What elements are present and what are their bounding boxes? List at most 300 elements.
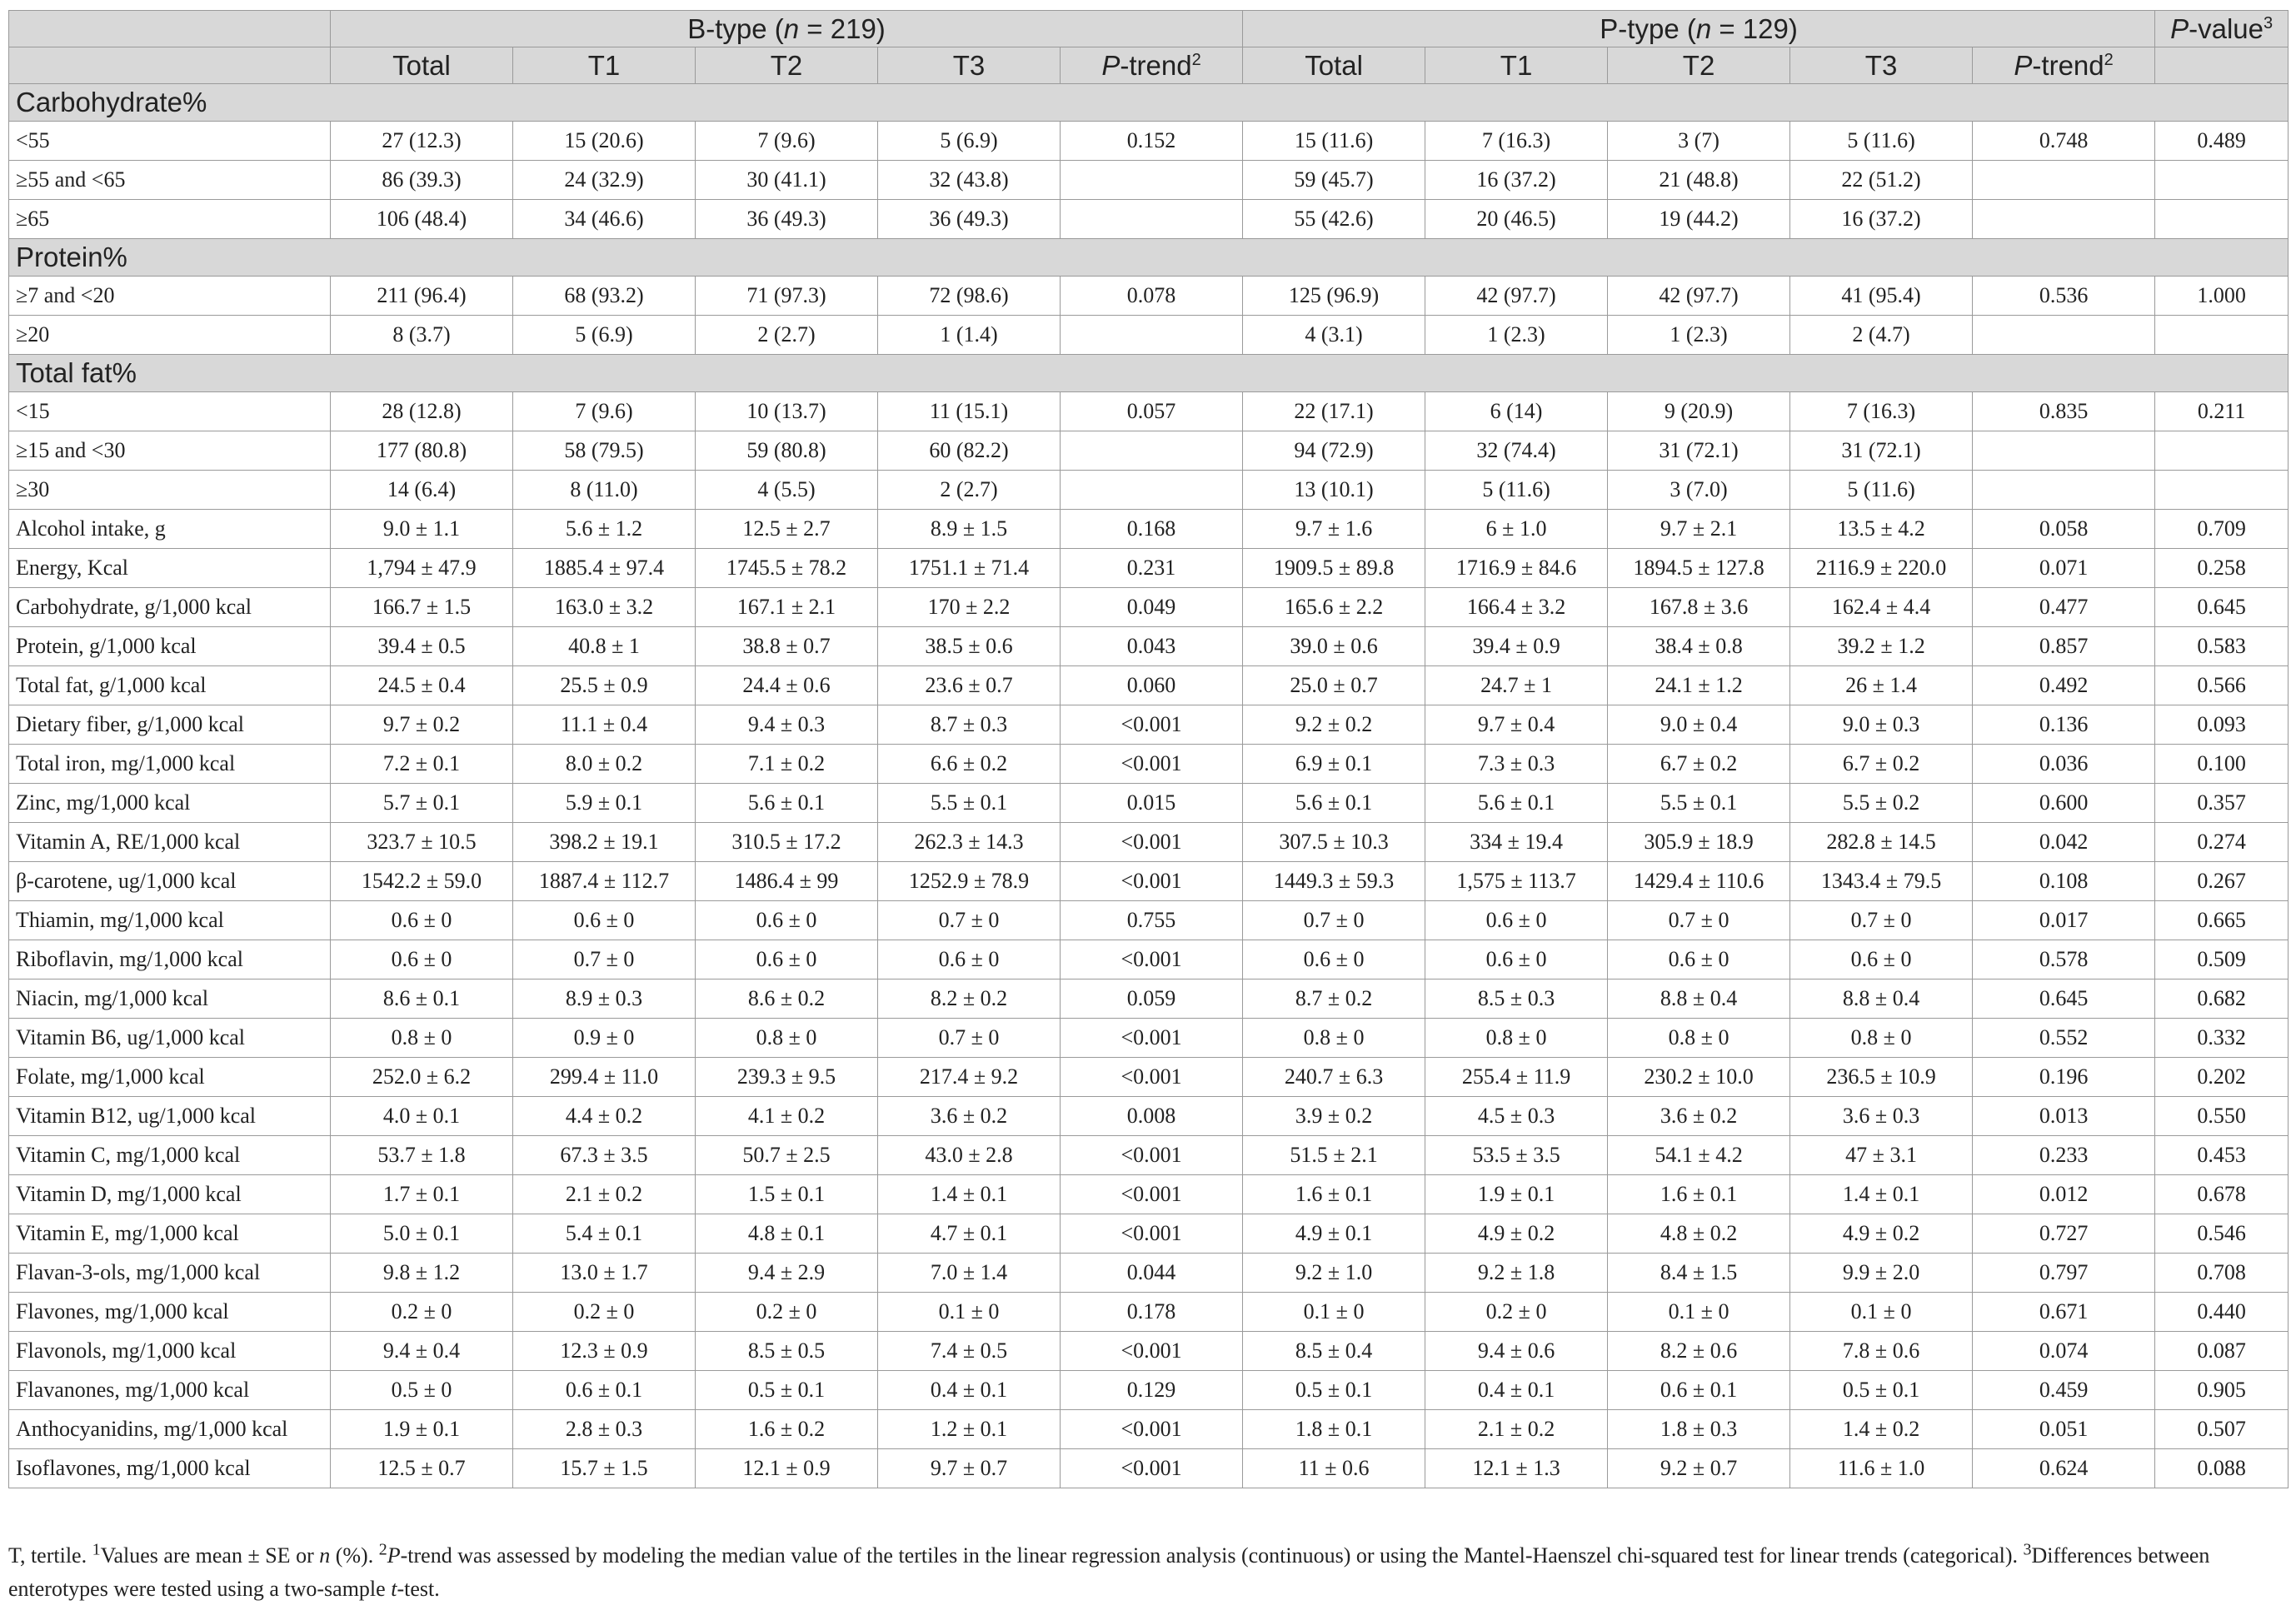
table-cell: 51.5 ± 2.1	[1243, 1136, 1425, 1175]
table-cell	[2155, 471, 2289, 510]
table-cell: 0.357	[2155, 784, 2289, 823]
row-label: β-carotene, ug/1,000 kcal	[9, 862, 331, 901]
row-label: Folate, mg/1,000 kcal	[9, 1058, 331, 1097]
table-row	[9, 392, 2289, 431]
table-cell: 1 (2.3)	[1425, 316, 1608, 355]
table-cell: 0.233	[1973, 1136, 2155, 1175]
ptype-group-header: P-type (n = 129)	[1243, 11, 2155, 47]
table-cell: 0.489	[2155, 122, 2289, 161]
table-cell: 42 (97.7)	[1425, 277, 1608, 316]
table-cell: 7.2 ± 0.1	[331, 745, 513, 784]
table-cell: 0.6 ± 0	[1608, 940, 1790, 979]
table-cell: 72 (98.6)	[878, 277, 1061, 316]
table-cell: 7 (16.3)	[1425, 122, 1608, 161]
table-cell: 1.6 ± 0.1	[1243, 1175, 1425, 1214]
table-cell: 13.5 ± 4.2	[1790, 510, 1973, 549]
table-cell: 8.5 ± 0.5	[696, 1332, 878, 1371]
table-cell: 39.0 ± 0.6	[1243, 627, 1425, 666]
table-cell: 9.4 ± 0.4	[331, 1332, 513, 1371]
table-cell: 0.645	[2155, 588, 2289, 627]
section-header-row	[9, 239, 2289, 277]
table-cell: 5.5 ± 0.1	[878, 784, 1061, 823]
row-label: Vitamin A, RE/1,000 kcal	[9, 823, 331, 862]
table-cell: 4.9 ± 0.2	[1425, 1214, 1608, 1254]
table-cell: 125 (96.9)	[1243, 277, 1425, 316]
table-cell	[1061, 431, 1243, 471]
table-cell: 4.9 ± 0.1	[1243, 1214, 1425, 1254]
table-cell: 0.7 ± 0	[1243, 901, 1425, 940]
table-cell: 5.6 ± 0.1	[1425, 784, 1608, 823]
table-row	[9, 1019, 2289, 1058]
table-cell: 3.6 ± 0.3	[1790, 1097, 1973, 1136]
table-cell: 58 (79.5)	[513, 431, 696, 471]
table-cell: 9.7 ± 0.4	[1425, 705, 1608, 745]
table-cell	[2155, 200, 2289, 239]
table-cell: 239.3 ± 9.5	[696, 1058, 878, 1097]
table-cell: 0.536	[1973, 277, 2155, 316]
table-row	[9, 1410, 2289, 1449]
table-cell: 50.7 ± 2.5	[696, 1136, 878, 1175]
table-cell: 8 (11.0)	[513, 471, 696, 510]
table-cell: 31 (72.1)	[1608, 431, 1790, 471]
table-cell: 60 (82.2)	[878, 431, 1061, 471]
table-cell: 11 (15.1)	[878, 392, 1061, 431]
table-cell: 1.2 ± 0.1	[878, 1410, 1061, 1449]
table-cell: 0.546	[2155, 1214, 2289, 1254]
table-cell: 1 (2.3)	[1608, 316, 1790, 355]
table-row	[9, 1214, 2289, 1254]
row-label: Flavan-3-ols, mg/1,000 kcal	[9, 1254, 331, 1293]
table-cell: 0.108	[1973, 862, 2155, 901]
table-cell	[1061, 161, 1243, 200]
table-cell: 67.3 ± 3.5	[513, 1136, 696, 1175]
table-cell: 9.8 ± 1.2	[331, 1254, 513, 1293]
table-cell: 14 (6.4)	[331, 471, 513, 510]
table-cell: 1.9 ± 0.1	[1425, 1175, 1608, 1214]
table-cell: 3.9 ± 0.2	[1243, 1097, 1425, 1136]
table-cell: 7.1 ± 0.2	[696, 745, 878, 784]
table-row	[9, 1254, 2289, 1293]
table-cell: 71 (97.3)	[696, 277, 878, 316]
table-cell: 20 (46.5)	[1425, 200, 1608, 239]
table-cell: 0.6 ± 0	[1425, 901, 1608, 940]
table-row	[9, 784, 2289, 823]
table-cell: 4 (3.1)	[1243, 316, 1425, 355]
table-cell: 4.9 ± 0.2	[1790, 1214, 1973, 1254]
table-cell: 24.4 ± 0.6	[696, 666, 878, 705]
table-cell: 167.1 ± 2.1	[696, 588, 878, 627]
table-cell: 0.671	[1973, 1293, 2155, 1332]
table-cell: 4.1 ± 0.2	[696, 1097, 878, 1136]
table-cell: 0.6 ± 0	[1425, 940, 1608, 979]
table-cell: 39.2 ± 1.2	[1790, 627, 1973, 666]
table-row	[9, 200, 2289, 239]
table-cell: 0.057	[1061, 392, 1243, 431]
table-cell: 0.136	[1973, 705, 2155, 745]
table-cell: 0.178	[1061, 1293, 1243, 1332]
table-row	[9, 901, 2289, 940]
table-cell: 1.6 ± 0.1	[1608, 1175, 1790, 1214]
table-cell: 0.060	[1061, 666, 1243, 705]
table-cell: 0.8 ± 0	[1608, 1019, 1790, 1058]
table-cell	[1061, 200, 1243, 239]
table-cell: 25.5 ± 0.9	[513, 666, 696, 705]
table-cell: 15 (11.6)	[1243, 122, 1425, 161]
table-cell	[1973, 471, 2155, 510]
table-cell: 0.267	[2155, 862, 2289, 901]
table-cell: 31 (72.1)	[1790, 431, 1973, 471]
table-cell: 9.0 ± 1.1	[331, 510, 513, 549]
table-row	[9, 823, 2289, 862]
row-label: Flavanones, mg/1,000 kcal	[9, 1371, 331, 1410]
table-cell: 0.074	[1973, 1332, 2155, 1371]
table-cell: 5.6 ± 0.1	[696, 784, 878, 823]
table-cell: 32 (74.4)	[1425, 431, 1608, 471]
row-label: Vitamin B12, ug/1,000 kcal	[9, 1097, 331, 1136]
table-cell: 0.645	[1973, 979, 2155, 1019]
group-header-row	[9, 11, 2289, 47]
table-cell: 5 (6.9)	[878, 122, 1061, 161]
table-cell: 1429.4 ± 110.6	[1608, 862, 1790, 901]
table-cell: 163.0 ± 3.2	[513, 588, 696, 627]
table-cell: 1745.5 ± 78.2	[696, 549, 878, 588]
table-cell: 12.1 ± 1.3	[1425, 1449, 1608, 1488]
table-cell: 0.708	[2155, 1254, 2289, 1293]
table-row	[9, 1449, 2289, 1488]
table-cell: 2.1 ± 0.2	[513, 1175, 696, 1214]
table-cell: <0.001	[1061, 940, 1243, 979]
table-cell: 16 (37.2)	[1790, 200, 1973, 239]
btype-group-header: B-type (n = 219)	[331, 11, 1243, 47]
table-cell: 0.552	[1973, 1019, 2155, 1058]
table-row	[9, 588, 2289, 627]
table-cell: 8.6 ± 0.1	[331, 979, 513, 1019]
table-cell: 24.5 ± 0.4	[331, 666, 513, 705]
table-cell: 1486.4 ± 99	[696, 862, 878, 901]
table-cell: 15 (20.6)	[513, 122, 696, 161]
table-cell: 59 (80.8)	[696, 431, 878, 471]
table-cell: 0.6 ± 0	[696, 901, 878, 940]
table-cell: 0.1 ± 0	[878, 1293, 1061, 1332]
table-cell: 0.440	[2155, 1293, 2289, 1332]
table-cell: 1716.9 ± 84.6	[1425, 549, 1608, 588]
table-cell: 11 ± 0.6	[1243, 1449, 1425, 1488]
table-cell: 299.4 ± 11.0	[513, 1058, 696, 1097]
table-cell: 12.5 ± 0.7	[331, 1449, 513, 1488]
table-cell: <0.001	[1061, 1136, 1243, 1175]
table-cell: 0.059	[1061, 979, 1243, 1019]
table-cell: 47 ± 3.1	[1790, 1136, 1973, 1175]
table-cell: 9.0 ± 0.3	[1790, 705, 1973, 745]
table-cell: 106 (48.4)	[331, 200, 513, 239]
table-cell: 0.9 ± 0	[513, 1019, 696, 1058]
table-cell: 0.7 ± 0	[878, 901, 1061, 940]
table-cell: <0.001	[1061, 823, 1243, 862]
table-cell: 6 (14)	[1425, 392, 1608, 431]
table-cell: 12.5 ± 2.7	[696, 510, 878, 549]
table-cell: 0.682	[2155, 979, 2289, 1019]
table-cell: 1,794 ± 47.9	[331, 549, 513, 588]
table-cell: 2.8 ± 0.3	[513, 1410, 696, 1449]
table-row	[9, 979, 2289, 1019]
table-cell: 39.4 ± 0.9	[1425, 627, 1608, 666]
table-cell: 5 (11.6)	[1425, 471, 1608, 510]
table-cell: 217.4 ± 9.2	[878, 1058, 1061, 1097]
table-cell: 334 ± 19.4	[1425, 823, 1608, 862]
table-cell: 1.8 ± 0.1	[1243, 1410, 1425, 1449]
table-cell	[1061, 471, 1243, 510]
table-cell: 0.152	[1061, 122, 1243, 161]
table-cell	[1973, 431, 2155, 471]
nutrient-intake-table	[8, 10, 2289, 1488]
table-cell: 86 (39.3)	[331, 161, 513, 200]
table-cell: 26 ± 1.4	[1790, 666, 1973, 705]
table-cell: 9.2 ± 0.7	[1608, 1449, 1790, 1488]
table-cell: 5.5 ± 0.1	[1608, 784, 1790, 823]
table-cell: 9.4 ± 2.9	[696, 1254, 878, 1293]
ptype-t3-header: T3	[1790, 47, 1973, 84]
row-label: ≥15 and <30	[9, 431, 331, 471]
table-row	[9, 1371, 2289, 1410]
table-cell: 6.6 ± 0.2	[878, 745, 1061, 784]
btype-t2-header: T2	[696, 47, 878, 84]
btype-t3-header: T3	[878, 47, 1061, 84]
table-cell: 38.4 ± 0.8	[1608, 627, 1790, 666]
section-title: Total fat%	[9, 355, 2289, 392]
table-cell: 1252.9 ± 78.9	[878, 862, 1061, 901]
table-cell: 0.578	[1973, 940, 2155, 979]
table-cell: 166.7 ± 1.5	[331, 588, 513, 627]
table-cell: <0.001	[1061, 705, 1243, 745]
table-cell: <0.001	[1061, 1058, 1243, 1097]
table-cell: 1887.4 ± 112.7	[513, 862, 696, 901]
row-label: Flavonols, mg/1,000 kcal	[9, 1332, 331, 1371]
section-title: Carbohydrate%	[9, 84, 2289, 122]
table-cell: <0.001	[1061, 745, 1243, 784]
table-cell: 0.678	[2155, 1175, 2289, 1214]
table-cell: 30 (41.1)	[696, 161, 878, 200]
row-label: <15	[9, 392, 331, 431]
table-cell: 0.6 ± 0	[1243, 940, 1425, 979]
table-cell: 7 (9.6)	[696, 122, 878, 161]
row-label: Protein, g/1,000 kcal	[9, 627, 331, 666]
table-cell: 39.4 ± 0.5	[331, 627, 513, 666]
table-cell: 0.042	[1973, 823, 2155, 862]
table-cell: 0.624	[1973, 1449, 2155, 1488]
table-cell: 4.5 ± 0.3	[1425, 1097, 1608, 1136]
table-cell: 6.7 ± 0.2	[1608, 745, 1790, 784]
table-cell: 211 (96.4)	[331, 277, 513, 316]
table-cell: 21 (48.8)	[1608, 161, 1790, 200]
table-cell: 5.6 ± 0.1	[1243, 784, 1425, 823]
table-row	[9, 1097, 2289, 1136]
table-cell: 0.049	[1061, 588, 1243, 627]
table-cell: 255.4 ± 11.9	[1425, 1058, 1608, 1097]
table-cell: 1343.4 ± 79.5	[1790, 862, 1973, 901]
table-cell: 0.6 ± 0	[878, 940, 1061, 979]
row-label: ≥7 and <20	[9, 277, 331, 316]
table-cell: 0.202	[2155, 1058, 2289, 1097]
table-cell: 5.0 ± 0.1	[331, 1214, 513, 1254]
table-row	[9, 940, 2289, 979]
table-cell: 7.0 ± 1.4	[878, 1254, 1061, 1293]
table-cell: 0.332	[2155, 1019, 2289, 1058]
table-cell: 15.7 ± 1.5	[513, 1449, 696, 1488]
table-cell: 0.5 ± 0.1	[1243, 1371, 1425, 1410]
table-cell: 3.6 ± 0.2	[1608, 1097, 1790, 1136]
table-cell: 0.509	[2155, 940, 2289, 979]
table-cell: 0.2 ± 0	[513, 1293, 696, 1332]
table-row	[9, 1058, 2289, 1097]
table-cell: 7.8 ± 0.6	[1790, 1332, 1973, 1371]
table-row	[9, 666, 2289, 705]
table-cell: 1894.5 ± 127.8	[1608, 549, 1790, 588]
table-cell: 0.051	[1973, 1410, 2155, 1449]
btype-t1-header: T1	[513, 47, 696, 84]
table-cell: 0.748	[1973, 122, 2155, 161]
table-cell: 398.2 ± 19.1	[513, 823, 696, 862]
table-cell: 310.5 ± 17.2	[696, 823, 878, 862]
table-row	[9, 471, 2289, 510]
table-cell: 0.7 ± 0	[1608, 901, 1790, 940]
table-cell: 36 (49.3)	[696, 200, 878, 239]
table-row	[9, 745, 2289, 784]
table-cell: 0.013	[1973, 1097, 2155, 1136]
empty-pvalue-subheader	[2155, 47, 2289, 84]
table-cell: 11.1 ± 0.4	[513, 705, 696, 745]
table-cell	[2155, 316, 2289, 355]
btype-total-header: Total	[331, 47, 513, 84]
table-cell: 0.7 ± 0	[513, 940, 696, 979]
table-cell: 0.043	[1061, 627, 1243, 666]
table-cell: 0.8 ± 0	[1425, 1019, 1608, 1058]
table-cell: 0.492	[1973, 666, 2155, 705]
table-cell: 3 (7.0)	[1608, 471, 1790, 510]
row-label: Dietary fiber, g/1,000 kcal	[9, 705, 331, 745]
table-cell: 0.8 ± 0	[1790, 1019, 1973, 1058]
table-cell: 0.5 ± 0.1	[1790, 1371, 1973, 1410]
table-cell: 1.4 ± 0.2	[1790, 1410, 1973, 1449]
table-cell: 1909.5 ± 89.8	[1243, 549, 1425, 588]
table-cell: 23.6 ± 0.7	[878, 666, 1061, 705]
pvalue-header: P-value$^3$	[2155, 11, 2289, 47]
table-cell: 230.2 ± 10.0	[1608, 1058, 1790, 1097]
table-cell: 262.3 ± 14.3	[878, 823, 1061, 862]
table-cell: 1.7 ± 0.1	[331, 1175, 513, 1214]
table-cell: <0.001	[1061, 1449, 1243, 1488]
table-footnote: T, tertile. $^1$Values are mean ± SE or n (%). $^2$P-trend was assessed by modeling the median value of the tertiles in the linear regression analysis (continuous) or using the Mantel-Haenszel chi-squared test for linear trends (categorical). $^3$Differences between enterotypes were tested using a two-sample t-test.	[8, 1540, 2210, 1601]
ptype-t2-header: T2	[1608, 47, 1790, 84]
table-cell: 5.5 ± 0.2	[1790, 784, 1973, 823]
table-cell: 0.6 ± 0	[1790, 940, 1973, 979]
table-cell: 0.459	[1973, 1371, 2155, 1410]
table-cell: 8.8 ± 0.4	[1790, 979, 1973, 1019]
table-row	[9, 1175, 2289, 1214]
row-label: Vitamin D, mg/1,000 kcal	[9, 1175, 331, 1214]
table-cell: 0.709	[2155, 510, 2289, 549]
table-cell: 9.9 ± 2.0	[1790, 1254, 1973, 1293]
table-cell: 9.4 ± 0.6	[1425, 1332, 1608, 1371]
table-cell	[1973, 200, 2155, 239]
table-cell: 0.8 ± 0	[696, 1019, 878, 1058]
table-cell	[2155, 431, 2289, 471]
row-label: Thiamin, mg/1,000 kcal	[9, 901, 331, 940]
table-row	[9, 431, 2289, 471]
table-cell: 13 (10.1)	[1243, 471, 1425, 510]
table-row	[9, 1293, 2289, 1332]
row-label: Riboflavin, mg/1,000 kcal	[9, 940, 331, 979]
table-cell	[1973, 161, 2155, 200]
table-cell: 0.477	[1973, 588, 2155, 627]
table-cell: 0.100	[2155, 745, 2289, 784]
table-cell: 2 (4.7)	[1790, 316, 1973, 355]
table-cell: 8.5 ± 0.4	[1243, 1332, 1425, 1371]
section-header-row	[9, 355, 2289, 392]
table-cell: 8.6 ± 0.2	[696, 979, 878, 1019]
table-cell: 0.088	[2155, 1449, 2289, 1488]
table-cell: 4.0 ± 0.1	[331, 1097, 513, 1136]
table-cell: 0.008	[1061, 1097, 1243, 1136]
table-cell	[2155, 161, 2289, 200]
table-cell: 0.905	[2155, 1371, 2289, 1410]
table-cell: 0.078	[1061, 277, 1243, 316]
section-header-row	[9, 84, 2289, 122]
table-cell: 1.9 ± 0.1	[331, 1410, 513, 1449]
table-container	[8, 10, 2288, 1488]
table-cell: 8.9 ± 0.3	[513, 979, 696, 1019]
table-cell: 6.7 ± 0.2	[1790, 745, 1973, 784]
table-cell: 0.835	[1973, 392, 2155, 431]
table-cell: 19 (44.2)	[1608, 200, 1790, 239]
empty-corner-cell	[9, 11, 331, 47]
table-cell: 0.857	[1973, 627, 2155, 666]
table-cell: 5.7 ± 0.1	[331, 784, 513, 823]
table-cell: 9.7 ± 1.6	[1243, 510, 1425, 549]
row-label: Total iron, mg/1,000 kcal	[9, 745, 331, 784]
table-cell: 22 (17.1)	[1243, 392, 1425, 431]
table-cell: 1885.4 ± 97.4	[513, 549, 696, 588]
table-cell: <0.001	[1061, 1214, 1243, 1254]
table-cell: 9.7 ± 2.1	[1608, 510, 1790, 549]
table-cell: 5.4 ± 0.1	[513, 1214, 696, 1254]
table-cell: 6.9 ± 0.1	[1243, 745, 1425, 784]
table-cell: 0.583	[2155, 627, 2289, 666]
table-cell: 0.1 ± 0	[1608, 1293, 1790, 1332]
table-cell: 0.044	[1061, 1254, 1243, 1293]
table-cell: 0.274	[2155, 823, 2289, 862]
table-cell: 0.017	[1973, 901, 2155, 940]
table-cell: 9.7 ± 0.7	[878, 1449, 1061, 1488]
table-cell: 0.507	[2155, 1410, 2289, 1449]
table-cell: 165.6 ± 2.2	[1243, 588, 1425, 627]
table-cell: 6 ± 1.0	[1425, 510, 1608, 549]
table-cell: 0.129	[1061, 1371, 1243, 1410]
table-cell: 1.8 ± 0.3	[1608, 1410, 1790, 1449]
table-cell: 9.2 ± 1.0	[1243, 1254, 1425, 1293]
table-cell: 0.600	[1973, 784, 2155, 823]
table-cell: 9.2 ± 1.8	[1425, 1254, 1608, 1293]
table-cell: 9.0 ± 0.4	[1608, 705, 1790, 745]
row-label: ≥20	[9, 316, 331, 355]
table-cell: 1542.2 ± 59.0	[331, 862, 513, 901]
table-cell: 7 (16.3)	[1790, 392, 1973, 431]
table-cell: 8.7 ± 0.3	[878, 705, 1061, 745]
table-cell: 53.5 ± 3.5	[1425, 1136, 1608, 1175]
table-cell: 1,575 ± 113.7	[1425, 862, 1608, 901]
table-cell: 0.093	[2155, 705, 2289, 745]
table-cell: 4.8 ± 0.2	[1608, 1214, 1790, 1254]
table-cell	[1973, 316, 2155, 355]
